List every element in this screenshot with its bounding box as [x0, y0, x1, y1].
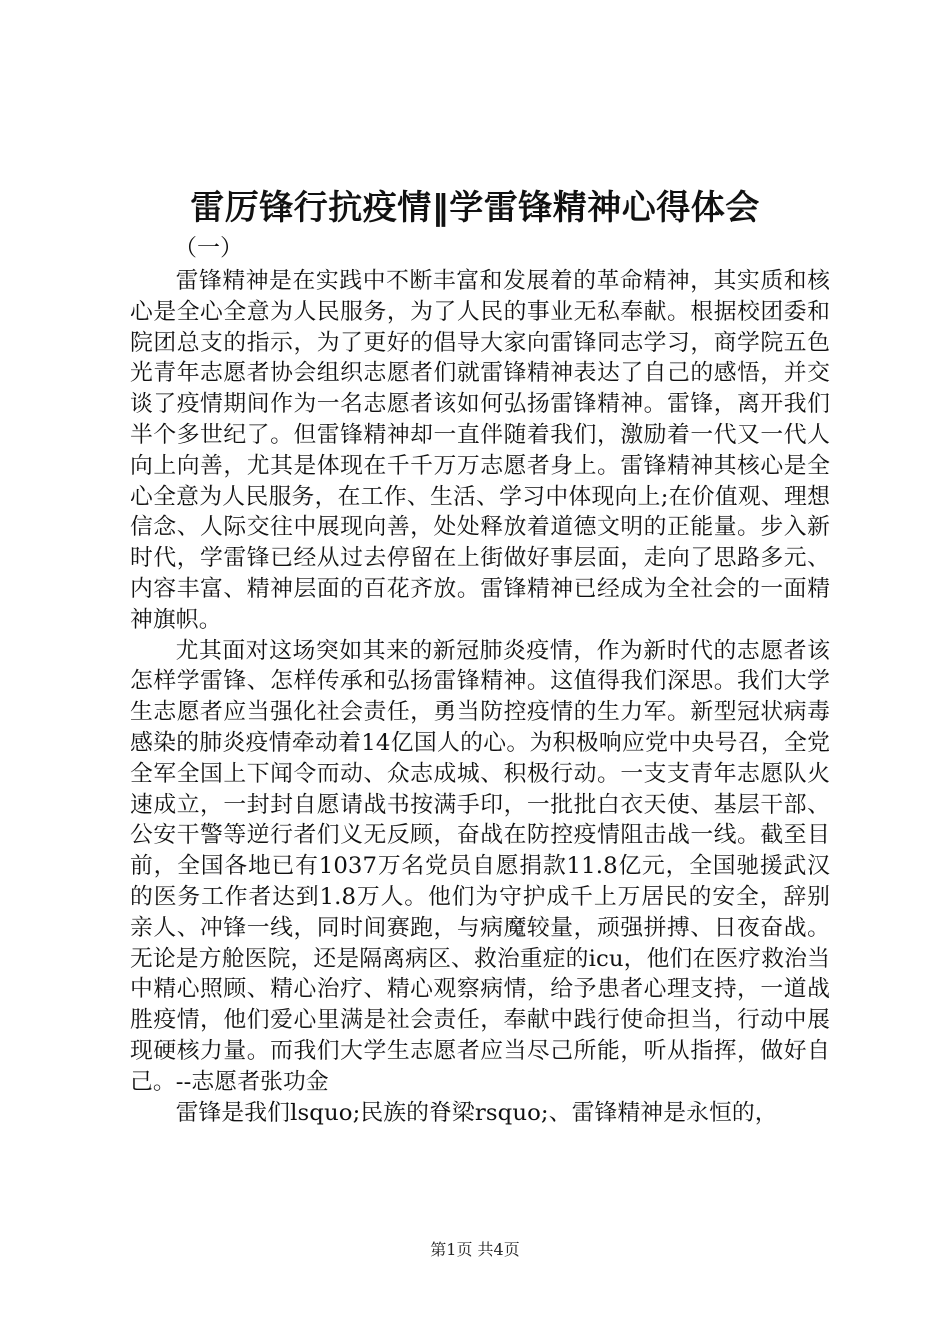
paragraph-2: 尤其面对这场突如其来的新冠肺炎疫情，作为新时代的志愿者该怎样学雷锋、怎样传承和弘扬雷锋精神。这值得我们深思。我们大学生志愿者应当强化社会责任，勇当防控疫情的生力军。新型冠状病毒感染的肺炎疫情牵动着14亿国人的心。为积极响应党中央号召，全党全军全国上下闻令而动、众志成城、积极行动。一支支青年志愿队火速成立，一封封自愿请战书按满手印，一批批白衣天使、基层干部、公安干警等逆行者们义无反顾，奋战在防控疫情阻击战一线。截至目前，全国各地已有1037万名党员自愿捐款11.8亿元，全国驰援武汉的医务工作者达到1.8万人。他们为守护成千上万居民的安全，辞别亲人、冲锋一线，同时间赛跑，与病魔较量，顽强拼搏、日夜奋战。无论是方舱医院，还是隔离病区、救治重症的icu，他们在医疗救治当中精心照顾、精心治疗、精心观察病情，给予患者心理支持，一道战胜疫情，他们爱心里满是社会责任，奉献中践行使命担当，行动中展现硬核力量。而我们大学生志愿者应当尽己所能，听从指挥，做好自己。--志愿者张功金 — [130, 637, 830, 1095]
document-title: 雷厉锋行抗疫情‖学雷锋精神心得体会 — [190, 188, 760, 228]
paragraph-3: 雷锋是我们lsquo;民族的脊梁rsquo;、雷锋精神是永恒的， — [175, 1099, 778, 1126]
section-number: （一） — [174, 235, 243, 261]
document-body — [130, 236, 830, 1128]
paragraph-1: 雷锋精神是在实践中不断丰富和发展着的革命精神，其实质和核心是全心全意为人民服务，为了人民的事业无私奉献。根据校团委和院团总支的指示，为了更好的倡导大家向雷锋同志学习，商学院五色光青年志愿者协会组织志愿者们就雷锋精神表达了自己的感悟，并交谈了疫情期间作为一名志愿者该如何弘扬雷锋精神。雷锋，离开我们半个多世纪了。但雷锋精神却一直伴随着我们，激励着一代又一代人向上向善，尤其是体现在千千万万志愿者身上。雷锋精神其核心是全心全意为人民服务，在工作、生活、学习中体现向上;在价值观、理想信念、人际交往中展现向善，处处释放着道德文明的正能量。步入新时代，学雷锋已经从过去停留在上街做好事层面，走向了思路多元、内容丰富、精神层面的百花齐放。雷锋精神已经成为全社会的一面精神旗帜。 — [130, 268, 830, 633]
page-footer: 第1页 共4页 — [430, 1240, 520, 1259]
